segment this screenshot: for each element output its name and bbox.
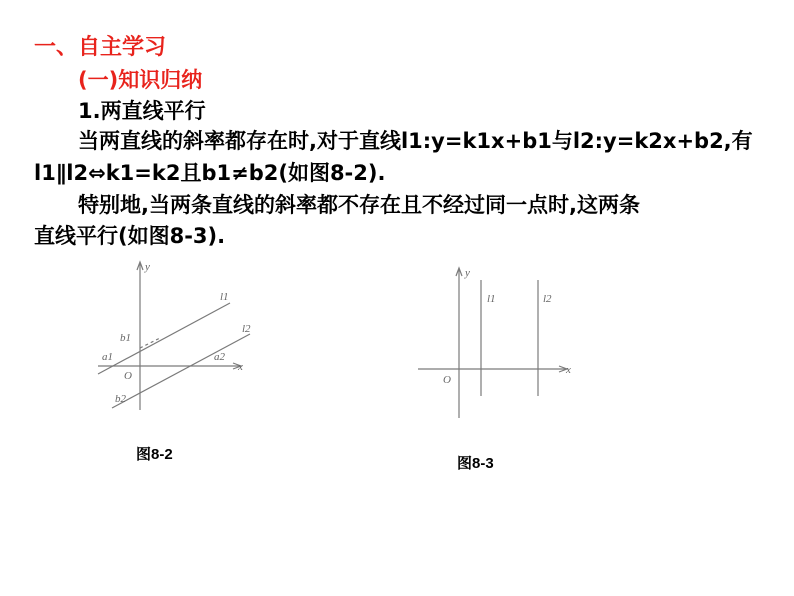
figure-8-3 [418,268,567,418]
fig83-label-y: y [465,267,470,279]
subsection-heading: (一)知识归纳 [78,68,203,92]
paragraph-line-4: 直线平行(如图8-3). [34,224,226,248]
line-l1 [98,303,230,374]
fig82-label-origin: O [124,370,132,382]
section-heading: 一、自主学习 [34,35,167,60]
paragraph-line-2: l1∥l2⇔k1=k2且b1≠b2(如图8-2). [34,161,386,185]
fig83-label-l2: l2 [543,293,552,305]
fig82-label-l2: l2 [242,323,251,335]
paragraph-line-3: 特别地,当两条直线的斜率都不存在且不经过同一点时,这两条 [78,193,640,217]
fig83-label-x: x [566,364,571,376]
line-l2 [112,334,250,408]
figure-8-3-caption: 图8-3 [457,455,494,472]
fig83-label-origin: O [443,374,451,386]
fig82-label-a2: a2 [214,351,225,363]
figure-8-2-caption: 图8-2 [136,446,173,463]
fig83-label-l1: l1 [487,293,496,305]
fig82-label-l1: l1 [220,291,229,303]
fig82-label-b2: b2 [115,393,126,405]
paragraph-line-1: 当两直线的斜率都存在时,对于直线l1:y=k1x+b1与l2:y=k2x+b2,有 [78,129,753,153]
fig82-label-x: x [238,361,243,373]
fig82-label-b1: b1 [120,332,131,344]
fig82-label-a1: a1 [102,351,113,363]
fig82-label-y: y [145,261,150,273]
item-title: 1.两直线平行 [78,99,206,123]
